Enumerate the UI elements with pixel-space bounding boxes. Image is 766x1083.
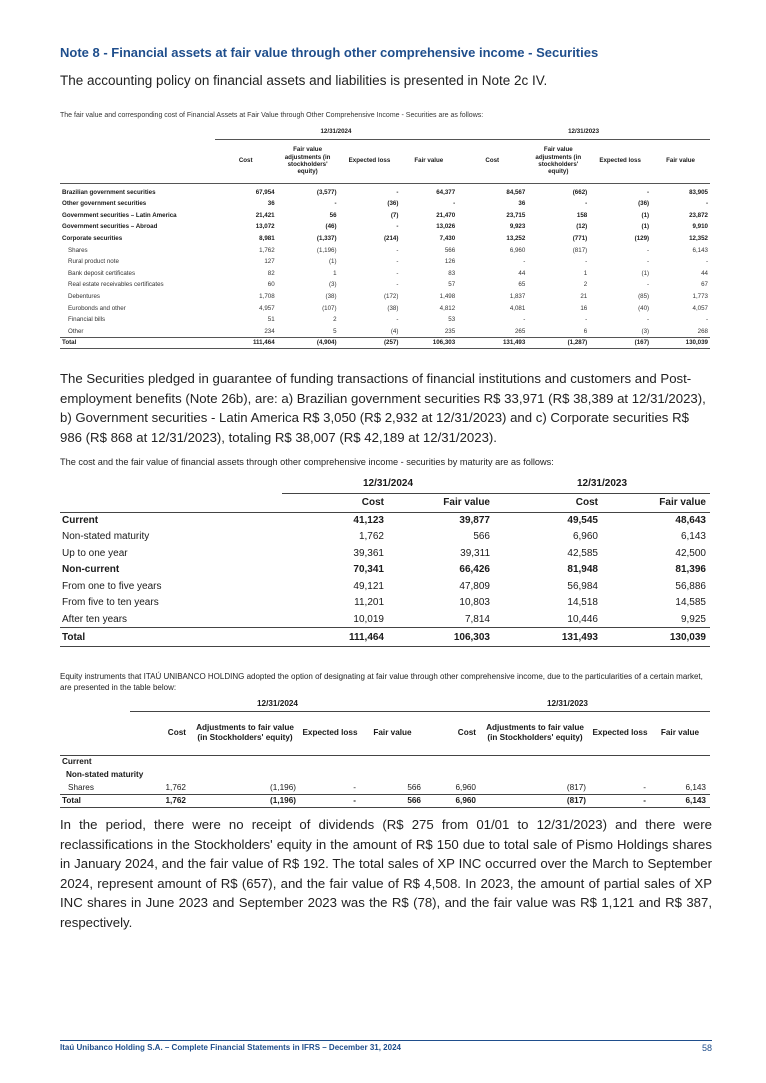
table-cell: 4,957 [259, 304, 275, 312]
table-cell: 67,954 [255, 189, 275, 197]
table-cell: 42,585 [567, 547, 598, 559]
table-cell: 6,143 [692, 246, 708, 254]
table-row [60, 578, 710, 595]
table-row [60, 595, 710, 612]
table-cell: 21 [580, 293, 588, 301]
year-header: 12/31/2024 [215, 124, 457, 139]
table-cell: 9,925 [680, 613, 706, 625]
table-row [60, 233, 710, 245]
table-row [60, 210, 710, 222]
table-cell: 130,039 [602, 628, 710, 647]
table-cell: 131,493 [457, 337, 527, 349]
table-cell: (40) [638, 304, 650, 312]
table-cell: 13,026 [436, 223, 456, 231]
table-cell: 106,303 [388, 628, 494, 647]
table-cell: - [523, 258, 526, 266]
table-cell: 44 [518, 269, 526, 277]
table-cell: 1,762 [259, 246, 275, 254]
table-row [60, 337, 710, 349]
table-cell: 9,910 [692, 223, 708, 231]
row-label: Debentures [68, 293, 100, 301]
table-cell: 70,341 [353, 564, 384, 576]
table-cell: 39,311 [460, 547, 490, 559]
table-cell: 66,426 [459, 564, 490, 576]
table-row [60, 562, 710, 579]
table-cell: - [585, 316, 588, 324]
table-cell: - [453, 200, 456, 208]
table-cell: 53 [448, 316, 456, 324]
table-cell: 6,960 [509, 246, 526, 254]
table-cell: 12,352 [689, 235, 708, 243]
table-cell: - [396, 316, 399, 324]
table-row [60, 244, 710, 256]
table-cell: 1 [583, 269, 588, 277]
table-cell: 127 [264, 258, 275, 266]
table-cell: 49,545 [567, 515, 598, 526]
table-cell: (1) [641, 269, 650, 277]
table-cell: 6,960 [425, 794, 480, 807]
row-label: Current [62, 757, 92, 767]
table-row [60, 529, 710, 546]
table-row [60, 545, 710, 562]
intro-text: The accounting policy on financial assets and liabilities is presented in Note 2c IV. [60, 73, 548, 88]
table-cell: (817) [566, 782, 586, 792]
table-cell: 10,446 [567, 613, 598, 625]
column-header: Cost [130, 711, 190, 755]
table-cell: 6,143 [685, 782, 706, 792]
column-header: Fair value [602, 493, 710, 512]
pledged-securities-paragraph: The Securities pledged in guarantee of funding transactions of financial institutions and customers and Post-employment benefits (Note 26b), are: a) Brazilian government securities R$ 33,971 (R$ 38,389 at 12/31/2023), b) Government securities - Latin America R$ 3,050 (R$ 2,932 at 12/31/2023) and c) Corporate securities R$ 986 (R$ 868 at 12/31/2023), totaling R$ 38,007 (R$ 42,189 at 12/31/2023). [60, 371, 706, 445]
table-cell: - [647, 316, 650, 324]
table-cell: 106,303 [400, 337, 457, 349]
table-cell: 36 [267, 200, 275, 208]
table-cell: 11,201 [354, 597, 384, 609]
table-cell: 1 [333, 269, 337, 277]
table-row [60, 198, 710, 210]
table-cell: - [585, 200, 588, 208]
table-cell: (1,337) [316, 235, 337, 243]
table-cell: - [396, 246, 399, 254]
table-cell: 1,708 [259, 293, 275, 301]
table-cell: 21,421 [255, 211, 275, 219]
year-header: 12/31/2024 [130, 697, 425, 711]
table3-body [60, 781, 710, 807]
table-cell: 10,019 [353, 613, 384, 625]
table-cell: 36 [518, 200, 526, 208]
table-cell: 1,762 [130, 794, 190, 807]
table-cell: 265 [514, 327, 526, 335]
table-cell: 47,809 [459, 580, 490, 592]
table3-caption: Equity instruments that ITAÚ UNIBANCO HOLDING adopted the option of designating at fair value through other comprehensive income, due to the particularities of a certain market, are presented in the table below: [60, 672, 703, 692]
column-header: Adjustments to fair value (in Stockholders' equity) [190, 711, 300, 755]
table-cell: 566 [360, 794, 425, 807]
table-cell: (1) [641, 223, 650, 231]
column-header: Fair value adjustments (in stockholders' equity) [277, 139, 339, 183]
row-label: Up to one year [62, 547, 128, 559]
table1-caption: The fair value and corresponding cost of Financial Assets at Fair Value through Other Comprehensive Income - Securities are as follows: [60, 112, 484, 119]
table-cell: 44 [701, 269, 708, 277]
table-cell: 6,960 [455, 782, 476, 792]
table-cell: (4,904) [277, 337, 339, 349]
row-label: Total [60, 794, 130, 807]
table-cell: 1,762 [165, 782, 186, 792]
table-cell: (214) [383, 235, 399, 243]
table-row [60, 794, 710, 807]
table-cell: 13,072 [255, 223, 275, 231]
table-cell: 111,464 [282, 628, 388, 647]
table-cell: (3) [328, 281, 337, 289]
table-cell: (1,287) [527, 337, 589, 349]
table-cell: (257) [339, 337, 401, 349]
table-cell: 41,123 [353, 515, 384, 526]
table-cell: - [590, 794, 650, 807]
table-cell: 5 [333, 327, 337, 335]
row-label: Brazilian government securities [62, 189, 156, 197]
table-cell: (129) [634, 235, 650, 243]
table-cell: 268 [697, 327, 708, 335]
table-cell: - [334, 200, 337, 208]
table-cell: (38) [325, 293, 337, 301]
table-cell: 6,143 [680, 531, 706, 543]
row-label: Total [60, 337, 215, 349]
table-cell: - [705, 316, 708, 324]
table-row [60, 268, 710, 280]
equity-instruments-table [60, 697, 710, 808]
table-cell: - [585, 258, 588, 266]
table-cell: (4) [390, 327, 399, 335]
table-row [60, 314, 710, 326]
row-label: Non-stated maturity [62, 531, 150, 543]
table-cell: (85) [638, 293, 650, 301]
table-cell: 6,960 [572, 531, 598, 543]
table-cell: 81,948 [567, 564, 598, 576]
table-cell: (3) [641, 327, 650, 335]
column-header: Cost [457, 139, 527, 183]
table-cell: 6 [583, 327, 588, 335]
table-cell: 234 [264, 327, 275, 335]
column-header: Expected loss [300, 711, 360, 755]
year-header: 12/31/2024 [282, 474, 494, 493]
table-cell: 566 [407, 782, 421, 792]
table-cell: 23,872 [689, 211, 708, 219]
table-cell: (7) [390, 211, 399, 219]
table-cell: (167) [589, 337, 651, 349]
table-cell: (771) [572, 235, 588, 243]
table-row [60, 781, 710, 794]
table-cell: 51 [267, 316, 275, 324]
row-label: From one to five years [62, 580, 162, 592]
table-cell: 82 [267, 269, 275, 277]
row-label: Non-current [62, 564, 120, 576]
table-row [60, 256, 710, 268]
table-cell: 7,814 [464, 613, 490, 625]
table-cell: 42,500 [675, 547, 706, 559]
table-cell: 131,493 [494, 628, 602, 647]
table-row [60, 279, 710, 291]
year-header: 12/31/2023 [425, 697, 710, 711]
year-header: 12/31/2023 [494, 474, 710, 493]
row-label: Eurobonds and other [68, 304, 126, 312]
table-cell: 4,057 [692, 304, 708, 312]
table-cell: 64,377 [436, 189, 456, 197]
table-cell: 130,039 [651, 337, 710, 349]
row-label: Shares [68, 246, 88, 254]
table-cell: 7,430 [439, 235, 456, 243]
fair-value-securities-table [60, 124, 710, 349]
table-cell: (172) [383, 293, 399, 301]
table-cell: 2 [333, 316, 337, 324]
row-label: Other government securities [62, 200, 147, 208]
table-row [60, 221, 710, 233]
row-label: Real estate receivables certificates [68, 281, 164, 289]
table-cell: 1,498 [439, 293, 456, 301]
table-cell: - [647, 189, 650, 197]
row-label: Rural product note [68, 258, 119, 266]
table-cell: 235 [444, 327, 456, 335]
table-cell: (3,577) [316, 189, 337, 197]
page-number: 58 [701, 1043, 712, 1053]
table-cell: - [396, 258, 399, 266]
table-cell: 67 [701, 281, 708, 289]
table-cell: 4,812 [439, 304, 456, 312]
table2-body [60, 512, 710, 647]
column-header: Expected loss [589, 139, 651, 183]
table-row [60, 183, 710, 198]
table-cell: 83,905 [689, 189, 708, 197]
table1-body [60, 183, 710, 349]
table-cell: 111,464 [215, 337, 277, 349]
table-row [60, 628, 710, 647]
table-cell: 14,518 [567, 597, 598, 609]
table-cell: 1,837 [509, 293, 526, 301]
table-cell: (38) [387, 304, 399, 312]
column-header: Cost [494, 493, 602, 512]
table-cell: (107) [322, 304, 337, 312]
column-header: Fair value adjustments (in stockholders' equity) [527, 139, 589, 183]
column-header: Expected loss [590, 711, 650, 755]
table-cell: 83 [448, 269, 456, 277]
row-label: Government securities – Abroad [62, 223, 158, 231]
table-cell: 1,762 [358, 531, 384, 543]
table-cell: 21,470 [436, 211, 456, 219]
row-label: From five to ten years [62, 597, 159, 609]
footer-divider [60, 1040, 712, 1041]
table-cell: (1) [641, 211, 650, 219]
table-cell: - [396, 281, 399, 289]
row-label: Other [68, 327, 84, 335]
row-label: Non-stated maturity [66, 770, 144, 779]
table-cell: 6,143 [650, 794, 710, 807]
table-cell: - [300, 794, 360, 807]
table-cell: 57 [448, 281, 456, 289]
table-cell: 48,643 [675, 515, 706, 526]
row-label: Bank deposit certificates [68, 269, 136, 277]
table-row [60, 291, 710, 303]
column-header: Fair value [651, 139, 710, 183]
row-label: Financial bills [68, 316, 106, 324]
table-row [60, 302, 710, 314]
table-cell: 56,984 [567, 580, 598, 592]
table-cell: - [396, 223, 399, 231]
table-cell: - [643, 782, 646, 792]
table-cell: 2 [583, 281, 588, 289]
year-header: 12/31/2023 [457, 124, 710, 139]
table-cell: 10,803 [459, 597, 490, 609]
table-cell: - [705, 200, 708, 208]
table-cell: - [523, 316, 526, 324]
table-cell: (46) [325, 223, 337, 231]
table-cell: (662) [572, 189, 588, 197]
table-cell: 39,877 [459, 515, 490, 526]
table-cell: (36) [387, 200, 399, 208]
table-cell: (1,196) [316, 246, 337, 254]
column-header: Fair value [388, 493, 494, 512]
table-cell: - [353, 782, 356, 792]
table-cell: 49,121 [353, 580, 384, 592]
table-cell: (1,196) [190, 794, 300, 807]
table-cell: 126 [444, 258, 456, 266]
table-row [60, 326, 710, 338]
table-cell: 566 [444, 246, 456, 254]
table2-caption: The cost and the fair value of financial assets through other comprehensive income - securities by maturity are as follows: [60, 457, 554, 467]
table-cell: 158 [576, 211, 588, 219]
column-header: Fair value [360, 711, 425, 755]
column-header: Cost [282, 493, 388, 512]
row-label: Total [60, 628, 282, 647]
table-cell: (36) [638, 200, 650, 208]
table-cell: - [647, 246, 650, 254]
table-cell: (12) [576, 223, 588, 231]
table-cell: 4,081 [509, 304, 526, 312]
table-cell: - [396, 269, 399, 277]
column-header: Cost [215, 139, 277, 183]
table-cell: 56 [329, 211, 337, 219]
table-cell: 13,252 [506, 235, 526, 243]
table-cell: - [705, 258, 708, 266]
table-cell: (817) [572, 246, 588, 254]
table-cell: 1,773 [692, 293, 708, 301]
row-label: Current [62, 515, 99, 526]
column-header: Fair value [650, 711, 710, 755]
maturity-table [60, 474, 710, 647]
table-cell: 84,567 [506, 189, 526, 197]
table-cell: 81,396 [675, 564, 706, 576]
table-cell: 39,361 [353, 547, 384, 559]
note-title: Note 8 - Financial assets at fair value through other comprehensive income - Securities [60, 45, 599, 60]
table-cell: 60 [267, 281, 275, 289]
table-cell: 65 [518, 281, 526, 289]
row-label: After ten years [62, 613, 128, 625]
column-header: Expected loss [339, 139, 401, 183]
footer-text: Itaú Unibanco Holding S.A. – Complete Financial Statements in IFRS – December 31, 2024 [60, 1043, 401, 1052]
table-cell: (1,196) [270, 782, 296, 792]
table-row [60, 512, 710, 529]
row-label: Government securities – Latin America [62, 211, 177, 219]
table-cell: - [647, 258, 650, 266]
column-header: Fair value [400, 139, 457, 183]
table-cell: (817) [480, 794, 590, 807]
dividends-paragraph: In the period, there were no receipt of dividends (R$ 275 from 01/01 to 12/31/2023) and there were reclassifications in the Stockholders' equity in the amount of R$ 150 due to total sale of Pismo Holdings shares in January 2024, and the fair value of R$ 192. The total sales of XP INC occurred over the March to September 2024, represent amount of R$ (657), and the fair value of R$ 4,508. In 2023, the amount of partial sales of XP INC shares in June 2023 and September 2023 was the R$ (78), and the fair value was R$ 1,121 and R$ 387, respectively. [60, 817, 712, 930]
table-cell: 14,585 [675, 597, 706, 609]
table-cell: 566 [473, 531, 490, 543]
table-cell: 8,981 [259, 235, 275, 243]
column-header: Adjustments to fair value (in Stockholders' equity) [480, 711, 590, 755]
table-cell: - [396, 189, 399, 197]
table-cell: (1) [328, 258, 337, 266]
row-label: Shares [68, 782, 94, 792]
table-cell: 9,923 [509, 223, 526, 231]
table-cell: 56,886 [675, 580, 706, 592]
column-header: Cost [425, 711, 480, 755]
table-row [60, 611, 710, 628]
table-cell: 23,715 [506, 211, 526, 219]
table-cell: 16 [580, 304, 588, 312]
table-cell: - [647, 281, 650, 289]
row-label: Corporate securities [62, 235, 123, 243]
